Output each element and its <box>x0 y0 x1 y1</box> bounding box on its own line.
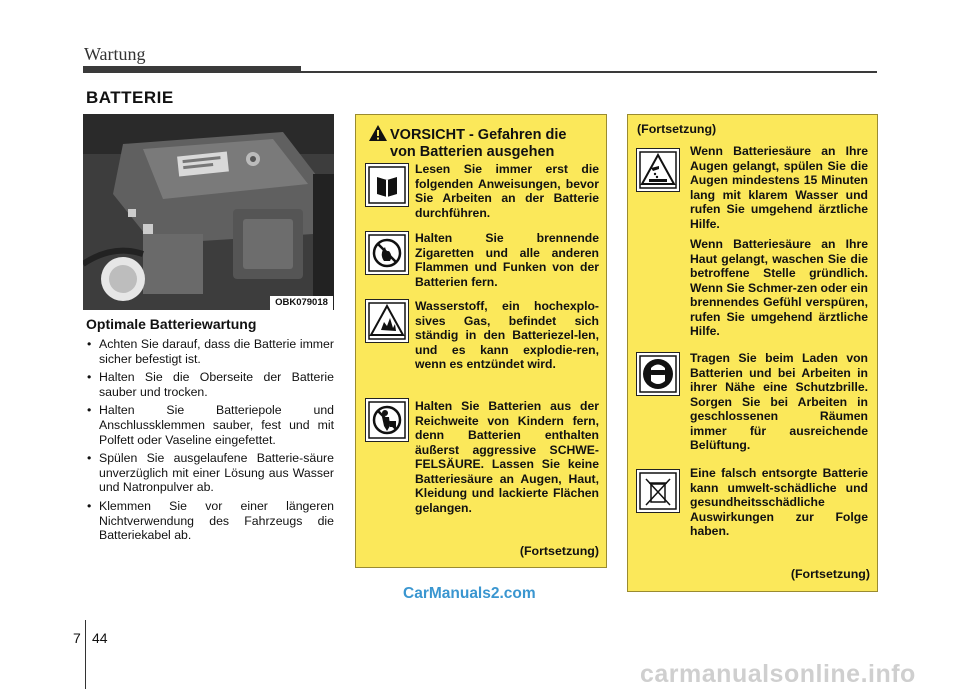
continued-label-top: (Fortsetzung) <box>637 122 717 136</box>
watermark-text: carmanualsonline.info <box>640 660 916 688</box>
care-bullet: • Klemmen Sie vor einer längeren Nichtverwendung des Fahrzeugs die Batteriekabel ab. <box>86 499 334 543</box>
section-header: Wartung <box>84 44 146 64</box>
engine-bay-illustration <box>83 114 334 310</box>
right-item-text: Wenn Batteriesäure an Ihre Haut gelangt, waschen Sie die betroffene Stelle gründlich. Wenn Sie Schmer-zen oder ein brennendes Gefühl verspüren, rufen Sie umgehend ärztliche Hilfe. <box>690 237 868 338</box>
battery-photo <box>83 114 334 310</box>
care-bullet: • Achten Sie darauf, dass die Batterie immer sicher befestigt ist. <box>86 337 334 366</box>
care-bullet: • Halten Sie die Oberseite der Batterie sauber und trocken. <box>86 370 334 399</box>
warning-title-line2: von Batterien ausgehen <box>390 144 555 160</box>
page-title: BATTERIE <box>86 88 174 107</box>
acid-corrosion-icon <box>636 148 680 192</box>
watermark-link[interactable]: CarManuals2.com <box>403 585 536 602</box>
manual-icon <box>365 163 409 207</box>
keep-children-away-icon <box>365 398 409 442</box>
warning-item-text: Halten Sie brennende Zigaretten und alle anderen Flammen und Funken von der Batterien fern. <box>415 231 599 289</box>
care-bullet: • Halten Sie Batteriepole und Anschlussklemmen sauber, fest und mit Polfett oder Vaseline eingefettet. <box>86 403 334 447</box>
warning-title-line1: VORSICHT - Gefahren die <box>390 127 567 143</box>
warning-triangle-icon <box>368 124 388 142</box>
header-bar <box>83 66 301 73</box>
safety-goggles-icon <box>636 352 680 396</box>
warning-item-text: Halten Sie Batterien aus der Reichweite von Kindern fern, denn Batterien enthalten äußerst aggressive SCHWE-FELSÄURE. Lassen Sie keine Batteriesäure an Augen, Haut, Kleidung und lackierte Flächen gelangen. <box>415 399 599 515</box>
right-item-text: Eine falsch entsorgte Batterie kann umwelt-schädliche und gesundheitsschädliche Auswirkungen zur Folge haben. <box>690 466 868 538</box>
warning-item-text: Lesen Sie immer erst die folgenden Anweisungen, bevor Sie Arbeiten an der Batterie durchführen. <box>415 162 599 220</box>
photo-code: OBK079018 <box>270 296 333 310</box>
care-title: Optimale Batteriewartung <box>86 316 257 332</box>
continued-label-bottom: (Fortsetzung) <box>790 567 870 581</box>
warning-box-continued <box>627 114 878 592</box>
chapter-number: 7 <box>73 630 81 646</box>
warning-item-text: Wasserstoff, ein hochexplo-sives Gas, befindet sich ständig in den Batteriezel-len, und es kann explodie-ren, wenn es entzündet wird. <box>415 299 599 371</box>
care-list <box>86 337 334 547</box>
header-rule <box>301 71 877 73</box>
explosion-icon <box>365 299 409 343</box>
page-number: 44 <box>92 630 108 646</box>
right-item-text: Tragen Sie beim Laden von Batterien und bei Arbeiten in ihrer Nähe eine Schutzbrille. Sorgen Sie bei Arbeiten in geschlossenen Räumen immer für ausreichende Belüftung. <box>690 351 868 452</box>
no-fire-icon <box>365 231 409 275</box>
care-bullet: • Spülen Sie ausgelaufene Batterie-säure unverzüglich mit einer Lösung aus Wasser und Natronpulver ab. <box>86 451 334 495</box>
warning-box <box>355 114 607 568</box>
continued-label: (Fortsetzung) <box>519 544 599 558</box>
footer-divider <box>85 620 86 689</box>
crossed-bin-icon <box>636 469 680 513</box>
right-item-text: Wenn Batteriesäure an Ihre Augen gelangt, spülen Sie die Augen mindestens 15 Minuten lang mit klarem Wasser und rufen Sie umgehend ärztliche Hilfe. <box>690 144 868 231</box>
